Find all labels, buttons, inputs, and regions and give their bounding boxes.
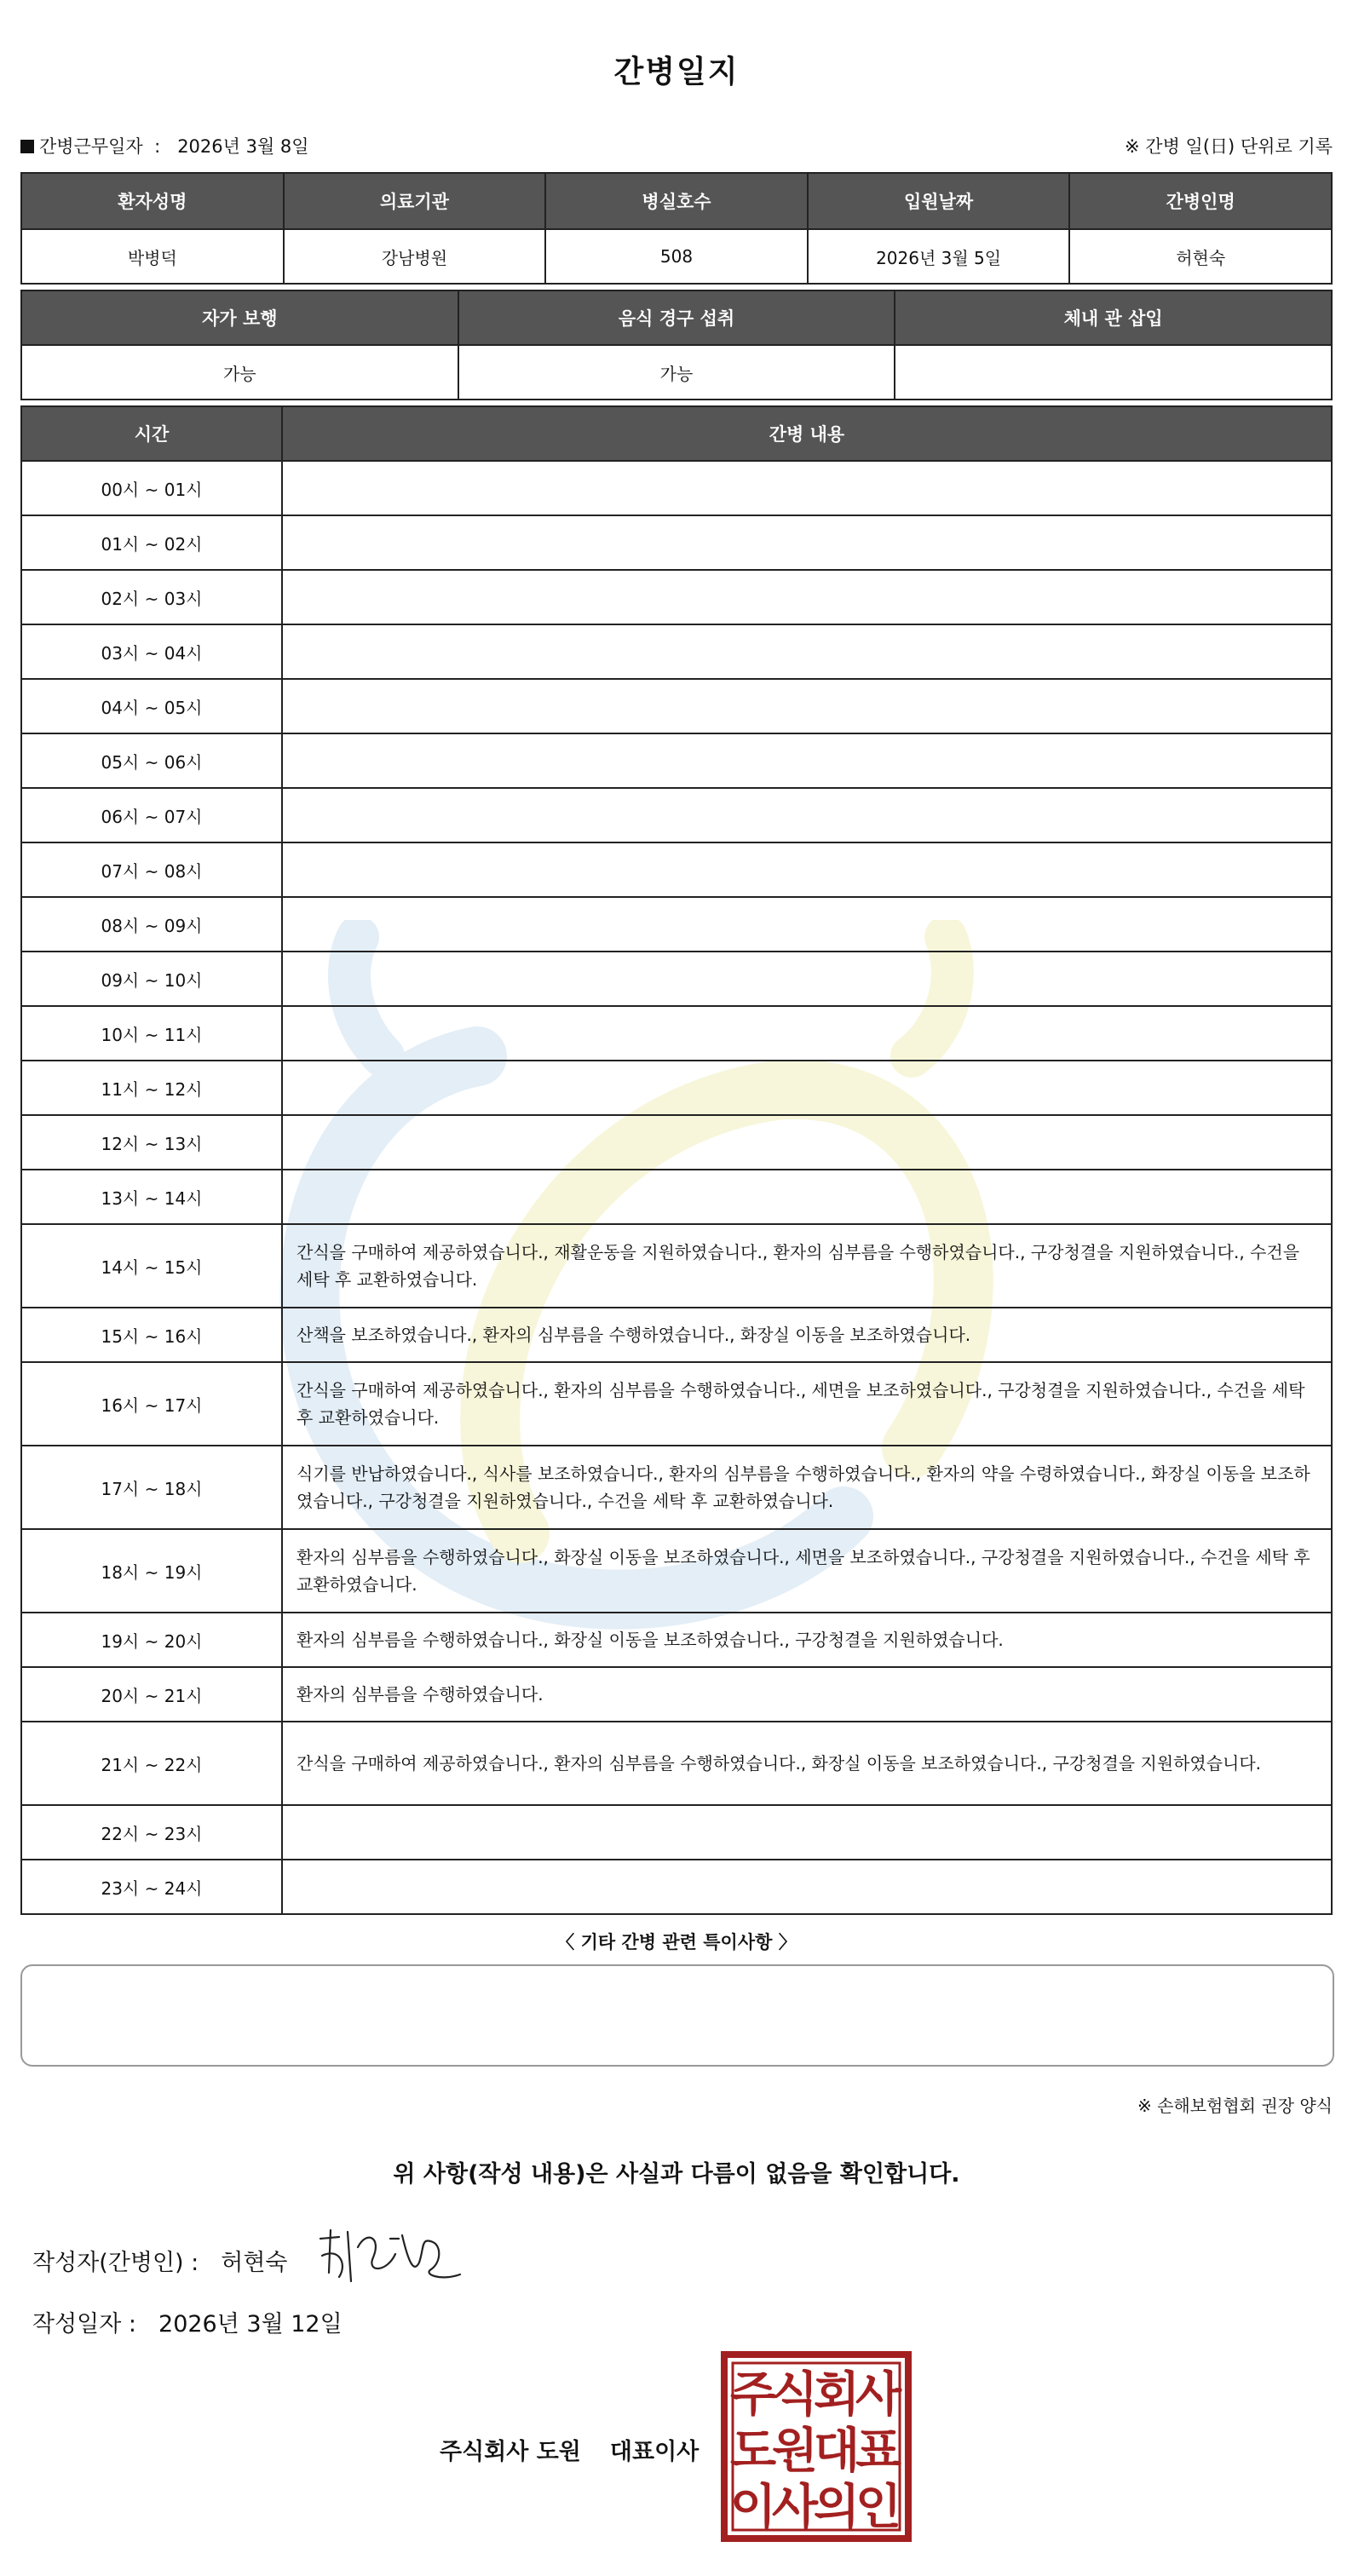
care-content: 간식을 구매하여 제공하였습니다., 재활운동을 지원하였습니다., 환자의 심부름을 수행하였습니다., 구강청결을 지원하였습니다., 수건을 세탁 후 교환하였습니다. bbox=[282, 1224, 1332, 1308]
time-slot: 03시 ~ 04시 bbox=[21, 624, 282, 679]
table-row bbox=[21, 1224, 1332, 1308]
time-slot: 15시 ~ 16시 bbox=[21, 1308, 282, 1362]
table-row bbox=[21, 1362, 1332, 1446]
seal-character: 의 bbox=[813, 2480, 861, 2535]
table-row bbox=[21, 1860, 1332, 1914]
time-slot: 22시 ~ 23시 bbox=[21, 1805, 282, 1860]
time-slot: 19시 ~ 20시 bbox=[21, 1613, 282, 1667]
document-title: 간병일지 bbox=[613, 55, 740, 89]
square-bullet-icon bbox=[20, 140, 34, 153]
header-time: 시간 bbox=[21, 406, 282, 461]
table-row bbox=[21, 1667, 1332, 1722]
table-row bbox=[21, 1722, 1332, 1805]
time-slot: 10시 ~ 11시 bbox=[21, 1006, 282, 1061]
time-slot: 13시 ~ 14시 bbox=[21, 1170, 282, 1224]
care-content: 산책을 보조하였습니다., 환자의 심부름을 수행하였습니다., 화장실 이동을 보조하였습니다. bbox=[282, 1308, 1332, 1362]
table-row bbox=[21, 570, 1332, 624]
care-content bbox=[282, 842, 1332, 897]
header-hospital: 의료기관 bbox=[284, 173, 546, 229]
written-date-value: 2026년 3월 12일 bbox=[158, 2311, 343, 2337]
writer-name: 허현숙 bbox=[221, 2250, 288, 2276]
hospital: 강남병원 bbox=[284, 229, 546, 284]
table-row bbox=[21, 1061, 1332, 1115]
time-slot: 01시 ~ 02시 bbox=[21, 515, 282, 570]
care-content bbox=[282, 624, 1332, 679]
time-slot: 07시 ~ 08시 bbox=[21, 842, 282, 897]
time-slot: 04시 ~ 05시 bbox=[21, 679, 282, 733]
care-content bbox=[282, 679, 1332, 733]
seal-character: 표 bbox=[855, 2424, 902, 2479]
time-slot: 08시 ~ 09시 bbox=[21, 897, 282, 952]
care-content: 간식을 구매하여 제공하였습니다., 환자의 심부름을 수행하였습니다., 화장실 이동을 보조하였습니다., 구강청결을 지원하였습니다. bbox=[282, 1722, 1332, 1805]
header-tube-insertion: 체내 관 삽입 bbox=[895, 290, 1332, 345]
seal-character: 사 bbox=[771, 2480, 819, 2535]
header-admission-date: 입원날짜 bbox=[808, 173, 1070, 229]
seal-character: 사 bbox=[855, 2367, 902, 2423]
company-title: 대표이사 bbox=[609, 2439, 700, 2465]
header-patient-name: 환자성명 bbox=[21, 173, 284, 229]
table-row bbox=[21, 1170, 1332, 1224]
table-row bbox=[21, 1446, 1332, 1529]
care-content bbox=[282, 1170, 1332, 1224]
header-self-walking: 자가 보행 bbox=[21, 290, 458, 345]
time-slot: 05시 ~ 06시 bbox=[21, 733, 282, 788]
header-oral-intake: 음식 경구 섭취 bbox=[458, 290, 895, 345]
header-room: 병실호수 bbox=[545, 173, 808, 229]
patient-status-table bbox=[20, 290, 1333, 400]
work-date-label: 간병근무일자 bbox=[39, 136, 143, 157]
patient-info-table bbox=[20, 172, 1333, 285]
writer-label: 작성자(간병인) : bbox=[32, 2250, 199, 2276]
care-content: 간식을 구매하여 제공하였습니다., 환자의 심부름을 수행하였습니다., 세면을 보조하였습니다., 구강청결을 지원하였습니다., 수건을 세탁 후 교환하였습니다. bbox=[282, 1362, 1332, 1446]
written-date-label: 작성일자 : bbox=[32, 2311, 137, 2337]
caregiver-name: 허현숙 bbox=[1069, 229, 1332, 284]
seal-character: 주 bbox=[729, 2367, 777, 2423]
time-slot: 21시 ~ 22시 bbox=[21, 1722, 282, 1805]
table-row bbox=[21, 1115, 1332, 1170]
care-content: 환자의 심부름을 수행하였습니다., 화장실 이동을 보조하였습니다., 세면을 보조하였습니다., 구강청결을 지원하였습니다., 수건을 세탁 후 교환하였습니다. bbox=[282, 1529, 1332, 1613]
seal-character: 식 bbox=[771, 2367, 819, 2423]
table-row bbox=[21, 952, 1332, 1006]
seal-character: 인 bbox=[855, 2480, 902, 2535]
confirmation-statement: 위 사항(작성 내용)은 사실과 다름이 없음을 확인합니다. bbox=[393, 2161, 960, 2188]
room-number: 508 bbox=[545, 229, 808, 284]
time-slot: 00시 ~ 01시 bbox=[21, 461, 282, 515]
care-content bbox=[282, 1006, 1332, 1061]
self-walking-value: 가능 bbox=[21, 345, 458, 400]
care-content bbox=[282, 733, 1332, 788]
seal-character: 대 bbox=[813, 2424, 861, 2479]
table-row bbox=[21, 679, 1332, 733]
header-care-content: 간병 내용 bbox=[282, 406, 1332, 461]
care-log-table bbox=[20, 405, 1333, 1915]
written-date-line bbox=[32, 2305, 343, 2338]
care-content: 식기를 반납하였습니다., 식사를 보조하였습니다., 환자의 심부름을 수행하였습니다., 환자의 약을 수령하였습니다., 화장실 이동을 보조하였습니다., 구강청결을 지원하였습니다., 수건을 세탁 후 교환하였습니다. bbox=[282, 1446, 1332, 1529]
table-row bbox=[21, 515, 1332, 570]
table-row bbox=[21, 1308, 1332, 1362]
time-slot: 16시 ~ 17시 bbox=[21, 1362, 282, 1446]
table-row bbox=[21, 842, 1332, 897]
table-row bbox=[21, 461, 1332, 515]
table-row bbox=[21, 1529, 1332, 1613]
care-content bbox=[282, 1860, 1332, 1914]
time-slot: 23시 ~ 24시 bbox=[21, 1860, 282, 1914]
company-name: 주식회사 도원 bbox=[440, 2439, 581, 2465]
seal-character: 원 bbox=[771, 2424, 819, 2479]
care-content: 환자의 심부름을 수행하였습니다. bbox=[282, 1667, 1332, 1722]
writer-line bbox=[32, 2244, 288, 2277]
work-date-value: 2026년 3월 8일 bbox=[177, 136, 309, 157]
time-slot: 09시 ~ 10시 bbox=[21, 952, 282, 1006]
table-row bbox=[21, 733, 1332, 788]
time-slot: 12시 ~ 13시 bbox=[21, 1115, 282, 1170]
patient-name: 박병덕 bbox=[21, 229, 284, 284]
seal-character: 이 bbox=[729, 2480, 777, 2535]
care-content bbox=[282, 515, 1332, 570]
care-content bbox=[282, 1115, 1332, 1170]
care-content bbox=[282, 952, 1332, 1006]
time-slot: 14시 ~ 15시 bbox=[21, 1224, 282, 1308]
time-slot: 20시 ~ 21시 bbox=[21, 1667, 282, 1722]
time-slot: 11시 ~ 12시 bbox=[21, 1061, 282, 1115]
seal-character: 도 bbox=[729, 2424, 777, 2479]
company-seal-stamp bbox=[721, 2351, 912, 2542]
seal-character: 회 bbox=[813, 2367, 861, 2423]
care-content bbox=[282, 570, 1332, 624]
unit-note: ※ 간병 일(日) 단위로 기록 bbox=[1125, 136, 1333, 157]
table-row bbox=[21, 1613, 1332, 1667]
time-slot: 18시 ~ 19시 bbox=[21, 1529, 282, 1613]
care-content: 환자의 심부름을 수행하였습니다., 화장실 이동을 보조하였습니다., 구강청결을 지원하였습니다. bbox=[282, 1613, 1332, 1667]
handwritten-signature bbox=[314, 2213, 467, 2290]
work-date bbox=[20, 133, 309, 158]
table-row bbox=[21, 1805, 1332, 1860]
table-row bbox=[21, 1006, 1332, 1061]
form-note: ※ 손해보험협회 권장 양식 bbox=[1137, 2096, 1333, 2116]
header-caregiver: 간병인명 bbox=[1069, 173, 1332, 229]
other-notes-box bbox=[20, 1964, 1334, 2067]
care-content bbox=[282, 788, 1332, 842]
admission-date: 2026년 3월 5일 bbox=[808, 229, 1070, 284]
care-content bbox=[282, 461, 1332, 515]
table-row bbox=[21, 624, 1332, 679]
work-date-separator: : bbox=[154, 136, 161, 157]
time-slot: 17시 ~ 18시 bbox=[21, 1446, 282, 1529]
time-slot: 02시 ~ 03시 bbox=[21, 570, 282, 624]
care-content bbox=[282, 897, 1332, 952]
oral-intake-value: 가능 bbox=[458, 345, 895, 400]
time-slot: 06시 ~ 07시 bbox=[21, 788, 282, 842]
tube-insertion-value bbox=[895, 345, 1332, 400]
company-line bbox=[440, 2433, 699, 2466]
table-row bbox=[21, 897, 1332, 952]
care-content bbox=[282, 1805, 1332, 1860]
other-notes-title: 〈 기타 간병 관련 특이사항 〉 bbox=[556, 1932, 797, 1952]
care-content bbox=[282, 1061, 1332, 1115]
table-row bbox=[21, 788, 1332, 842]
